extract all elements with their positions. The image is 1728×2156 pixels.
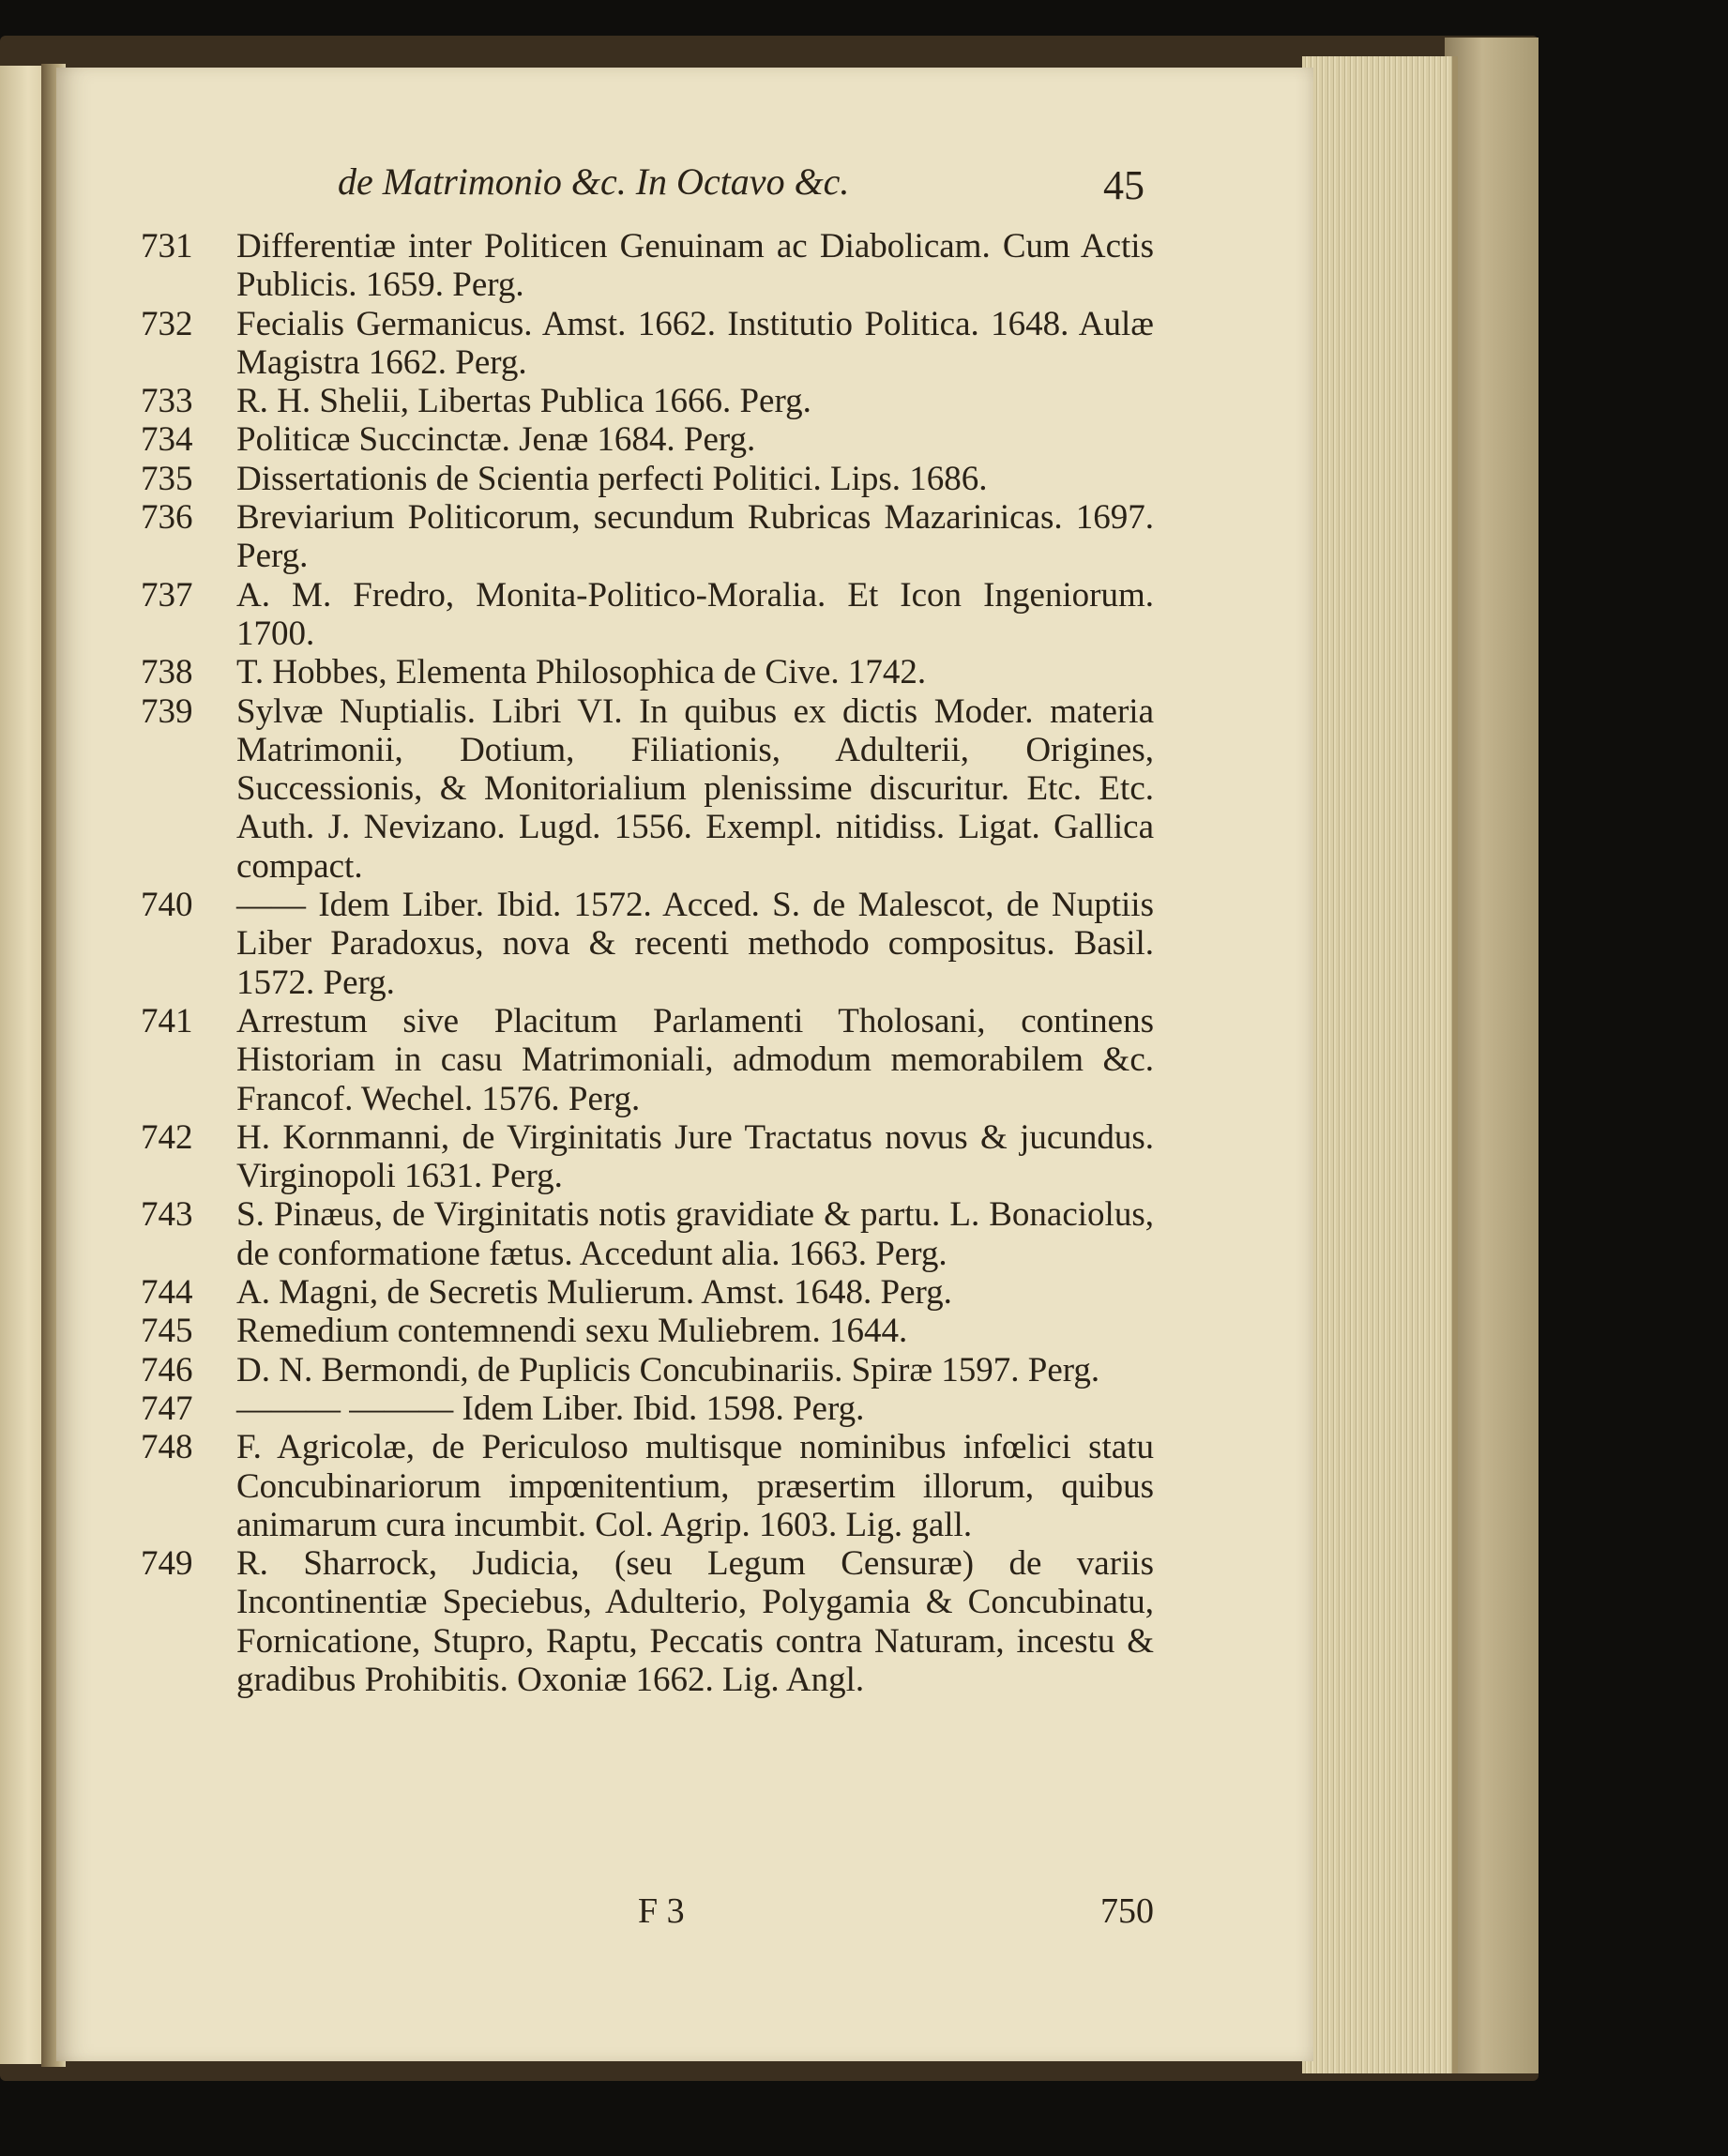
catalogue-entry bbox=[141, 1389, 1154, 1428]
catalogue-entry bbox=[141, 382, 1154, 420]
catalogue-entry bbox=[141, 227, 1154, 305]
entry-number: 746 bbox=[141, 1350, 193, 1389]
entry-number: 732 bbox=[141, 304, 193, 343]
catalogue-entry bbox=[141, 1351, 1154, 1389]
entry-number: 740 bbox=[141, 886, 193, 925]
catalogue-entry bbox=[141, 1118, 1154, 1196]
entry-number: 733 bbox=[141, 382, 193, 421]
entry-text: Remedium contemnendi sexu Muliebrem. 1644. bbox=[236, 1312, 908, 1351]
page-header bbox=[338, 159, 1144, 216]
entry-text: A. M. Fredro, Monita-Politico-Moralia. Et Icon Ingeniorum. 1700. bbox=[236, 575, 1154, 653]
entry-number: 734 bbox=[141, 420, 193, 460]
entry-text: ——— ——— Idem Liber. Ibid. 1598. Perg. bbox=[236, 1389, 865, 1428]
entry-text: Breviarium Politicorum, secundum Rubricas Mazarinicas. 1697. Perg. bbox=[236, 498, 1154, 576]
catalogue-entry bbox=[141, 460, 1154, 498]
entry-text: T. Hobbes, Elementa Philosophica de Cive. 1742. bbox=[236, 653, 927, 692]
running-title: de Matrimonio &c. In Octavo &c. bbox=[338, 160, 850, 203]
entry-text: R. H. Shelii, Libertas Publica 1666. Perg. bbox=[236, 382, 811, 421]
entry-text: Politicæ Succinctæ. Jenæ 1684. Perg. bbox=[236, 420, 756, 460]
catalogue-entry bbox=[141, 305, 1154, 383]
entry-text: Sylvæ Nuptialis. Libri VI. In quibus ex dictis Moder. materia Matrimonii, Dotium, Filiationis, Adulterii, Origines, Successionis, & Monitorialium plenissime discuritur. Etc. Etc. Auth. J. Nevizano. Lugd. 1556. Exempl. nitidiss. Ligat. Gallica compact. bbox=[236, 691, 1154, 886]
entry-text: Dissertationis de Scientia perfecti Politici. Lips. 1686. bbox=[236, 459, 988, 498]
entry-number: 747 bbox=[141, 1389, 193, 1428]
previous-page-edge bbox=[0, 66, 47, 2064]
catalogue-entry bbox=[141, 692, 1154, 886]
entry-number: 749 bbox=[141, 1544, 193, 1584]
entry-number: 748 bbox=[141, 1428, 193, 1467]
entry-number: 743 bbox=[141, 1195, 193, 1235]
entry-number: 744 bbox=[141, 1273, 193, 1313]
book-cover-edge bbox=[1445, 38, 1539, 2073]
entry-number: 737 bbox=[141, 575, 193, 615]
entry-text: D. N. Bermondi, de Puplicis Concubinariis. Spiræ 1597. Perg. bbox=[236, 1350, 1100, 1389]
entry-text: Fecialis Germanicus. Amst. 1662. Institutio Politica. 1648. Aulæ Magistra 1662. Perg. bbox=[236, 304, 1154, 382]
catchword: 750 bbox=[1100, 1891, 1154, 1931]
catalogue-entry bbox=[141, 1002, 1154, 1118]
signature-mark: F 3 bbox=[638, 1891, 685, 1931]
catalogue-entry bbox=[141, 498, 1154, 576]
catalogue-entry bbox=[141, 576, 1154, 654]
page-footer bbox=[638, 1890, 1154, 1937]
entry-number: 745 bbox=[141, 1312, 193, 1351]
catalogue-entry bbox=[141, 1312, 1154, 1350]
entry-text: S. Pinæus, de Virginitatis notis gravidiate & partu. L. Bonaciolus, de conformatione fætus. Accedunt alia. 1663. Perg. bbox=[236, 1195, 1154, 1273]
catalogue-entry bbox=[141, 1428, 1154, 1544]
catalogue-entry bbox=[141, 420, 1154, 459]
catalogue-entry bbox=[141, 886, 1154, 1002]
entry-text: H. Kornmanni, de Virginitatis Jure Tractatus novus & jucundus. Virginopoli 1631. Perg. bbox=[236, 1117, 1154, 1196]
page-stack-edges bbox=[1302, 56, 1458, 2073]
entry-number: 738 bbox=[141, 653, 193, 692]
catalogue-entries bbox=[141, 227, 1154, 1699]
entry-text: F. Agricolæ, de Periculoso multisque nominibus infœlici statu Concubinariorum impœnitentium, præsertim illorum, quibus animarum cura incumbit. Col. Agrip. 1603. Lig. gall. bbox=[236, 1428, 1154, 1544]
catalogue-entry bbox=[141, 653, 1154, 691]
catalogue-entry bbox=[141, 1544, 1154, 1699]
entry-number: 735 bbox=[141, 459, 193, 498]
catalogue-entry bbox=[141, 1195, 1154, 1273]
entry-number: 741 bbox=[141, 1001, 193, 1040]
entry-text: Arrestum sive Placitum Parlamenti Tholosani, continens Historiam in casu Matrimoniali, admodum memorabilem &c. Francof. Wechel. 1576. Perg. bbox=[236, 1001, 1154, 1118]
page-number: 45 bbox=[1103, 162, 1144, 208]
entry-number: 742 bbox=[141, 1117, 193, 1157]
entry-text: —— Idem Liber. Ibid. 1572. Acced. S. de Malescot, de Nuptiis Liber Paradoxus, nova & recenti methodo compositus. Basil. 1572. Perg. bbox=[236, 886, 1154, 1002]
entry-text: A. Magni, de Secretis Mulierum. Amst. 1648. Perg. bbox=[236, 1273, 952, 1313]
entry-number: 739 bbox=[141, 691, 193, 731]
catalogue-entry bbox=[141, 1273, 1154, 1312]
entry-text: Differentiæ inter Politicen Genuinam ac Diabolicam. Cum Actis Publicis. 1659. Perg. bbox=[236, 227, 1154, 305]
entry-number: 731 bbox=[141, 227, 193, 266]
entry-number: 736 bbox=[141, 498, 193, 538]
entry-text: R. Sharrock, Judicia, (seu Legum Censuræ) de variis Incontinentiæ Speciebus, Adulterio, Polygamia & Concubinatu, Fornicatione, Stupro, Raptu, Peccatis contra Naturam, incestu & gradibus Prohibitis. Oxoniæ 1662. Lig. Angl. bbox=[236, 1544, 1154, 1699]
